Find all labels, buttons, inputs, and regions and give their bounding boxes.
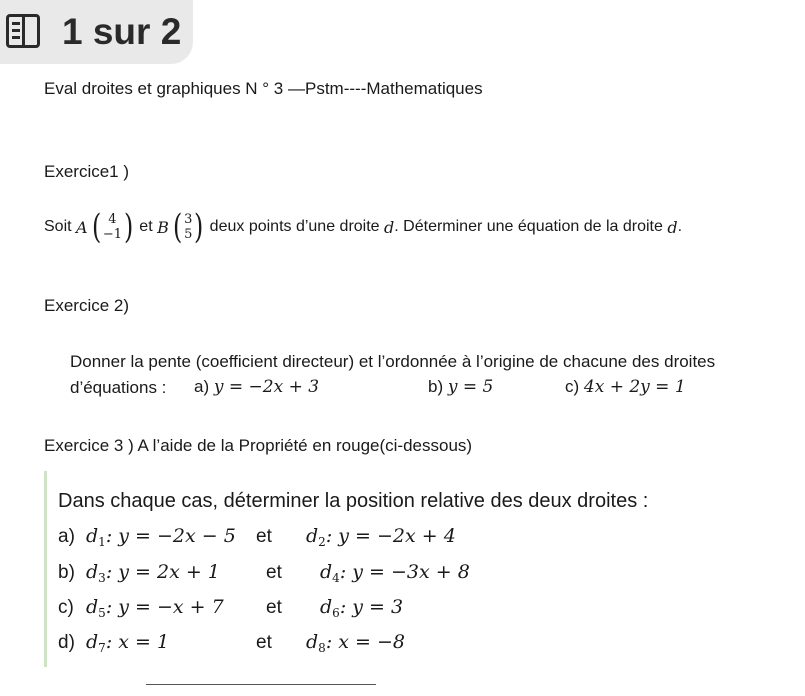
exercise2-line2-prefix: d’équations :	[70, 378, 167, 397]
text-end: . Déterminer une équation de la droite	[394, 218, 663, 235]
case-right-line: $d_2$: y = −2x + 4	[306, 525, 456, 549]
text-middle: deux points d’une droite	[209, 218, 380, 235]
case-label: d)	[58, 632, 75, 653]
page-indicator	[0, 0, 193, 64]
period: .	[677, 218, 683, 235]
case-right-line: $d_6$: y = 3	[320, 596, 404, 620]
exercise2-item-a	[194, 377, 319, 397]
point-a-vector: ( 4 −1 )	[91, 207, 134, 247]
point-b-x: 3	[184, 212, 193, 227]
item-c-label: c)	[565, 377, 580, 396]
item-b-label: b)	[428, 377, 444, 396]
case-label: b)	[58, 562, 75, 583]
case-row	[58, 596, 403, 620]
case-label: c)	[58, 597, 74, 618]
item-c-equation: 4x + 2y = 1	[583, 377, 686, 397]
point-b-vector: ( 3 5 )	[172, 207, 204, 247]
point-b-name: B	[157, 217, 169, 237]
et-text: et	[139, 218, 153, 235]
point-a-y: −1	[102, 227, 123, 242]
case-right-line: $d_4$: y = −3x + 8	[320, 561, 470, 585]
item-a-equation: y = −2x + 3	[213, 377, 320, 397]
exercise2-item-c	[565, 377, 686, 397]
point-a-x: 4	[108, 212, 117, 227]
exercise2-heading: Exercice 2)	[44, 296, 130, 315]
case-row	[58, 631, 405, 655]
exercise3-instruction: Dans chaque cas, déterminer la position relative des deux droites :	[58, 490, 649, 512]
case-et: et	[266, 562, 282, 583]
soit-text: Soit	[44, 218, 72, 235]
line-d-name-2: d	[667, 217, 678, 237]
case-row	[58, 561, 470, 585]
case-row	[58, 525, 456, 549]
item-b-equation: y = 5	[447, 377, 494, 397]
point-b-y: 5	[184, 227, 193, 242]
case-et: et	[266, 597, 282, 618]
exercise2-item-b	[428, 377, 493, 397]
exercise3-heading: Exercice 3 ) A l’aide de la Propriété en rouge(ci-dessous)	[44, 436, 473, 455]
case-left-line: $d_7$: x = 1	[86, 631, 170, 655]
case-et: et	[256, 526, 272, 547]
case-left-line: $d_1$: y = −2x − 5	[86, 525, 236, 549]
exercise1-heading: Exercice1 )	[44, 162, 130, 181]
item-a-label: a)	[194, 377, 210, 396]
page-indicator-label: 1 sur 2	[62, 11, 182, 52]
case-left-line: $d_5$: y = −x + 7	[86, 596, 224, 620]
document-title: Eval droites et graphiques N ° 3 —Pstm----Mathematiques	[44, 79, 483, 98]
case-left-line: $d_3$: y = 2x + 1	[86, 561, 220, 585]
property-box-border	[44, 471, 47, 667]
exercise1-statement	[44, 207, 683, 247]
point-a-name: A	[76, 217, 88, 237]
bottom-divider	[146, 684, 376, 685]
exercise2-line1: Donner la pente (coefficient directeur) et l’ordonnée à l’origine de chacune des droites	[70, 352, 716, 371]
case-label: a)	[58, 526, 75, 547]
page-icon	[6, 14, 40, 48]
case-et: et	[256, 632, 272, 653]
case-right-line: $d_8$: x = −8	[306, 631, 405, 655]
line-d-name: d	[384, 217, 395, 237]
